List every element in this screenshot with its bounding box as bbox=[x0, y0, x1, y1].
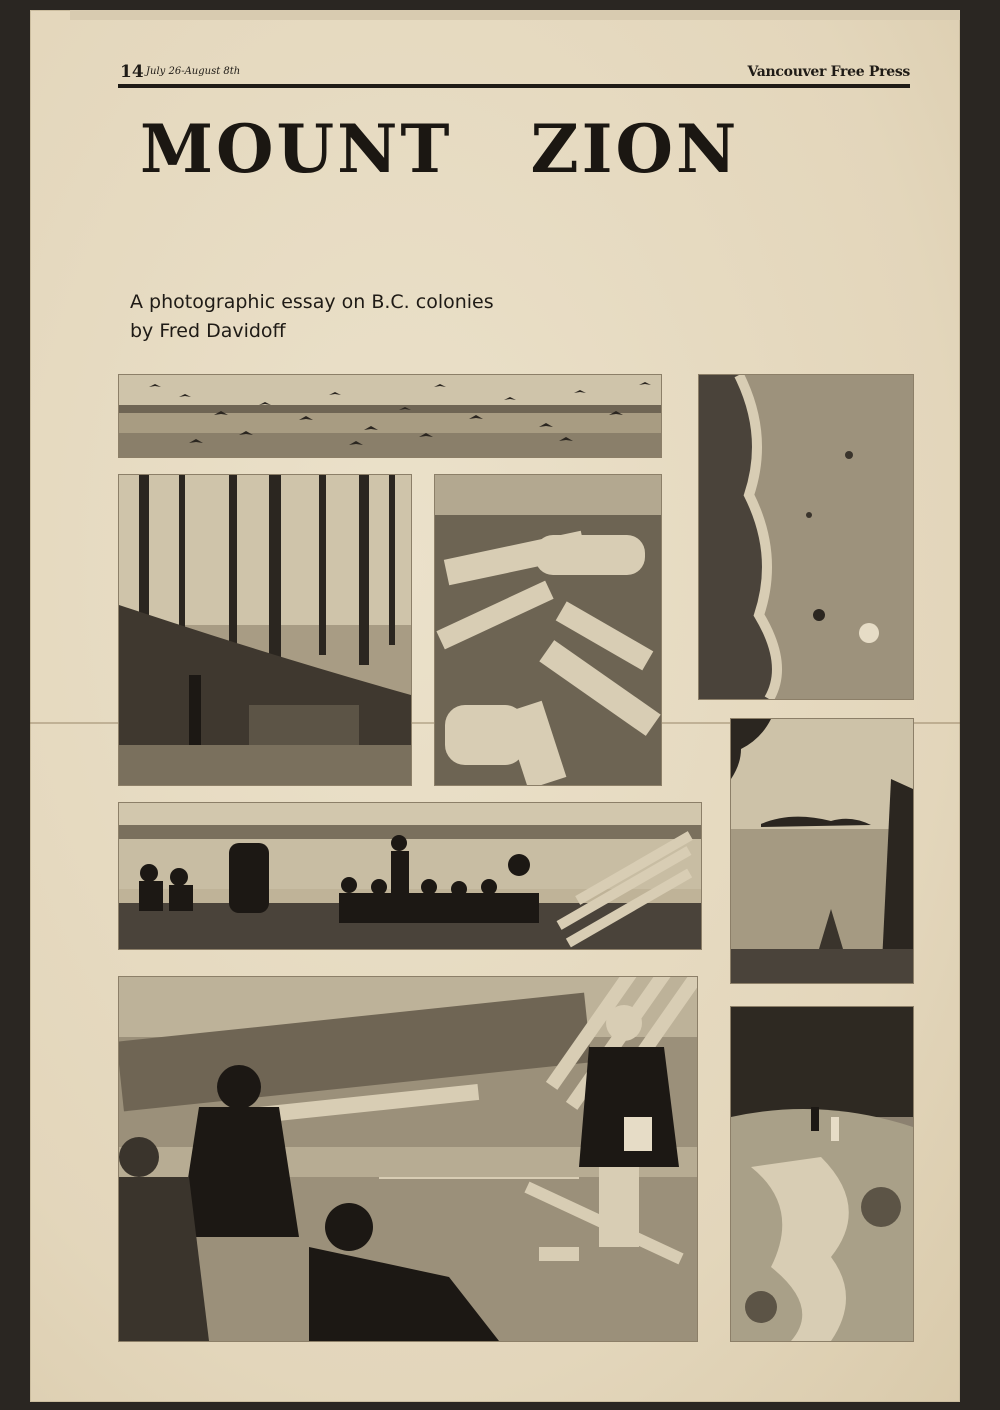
photo-driftwood-logs bbox=[434, 474, 662, 786]
header-rule bbox=[118, 84, 910, 88]
photo-campfire-cooking bbox=[118, 976, 698, 1342]
byline: by Fred Davidoff bbox=[130, 320, 286, 342]
page-fold-strip bbox=[70, 10, 960, 20]
photo-island-view bbox=[730, 718, 914, 984]
article-subtitle bbox=[130, 288, 730, 346]
page-header bbox=[118, 62, 910, 92]
article-title: MOUNT ZION bbox=[140, 110, 740, 188]
issue-date: July 26-August 8th bbox=[146, 66, 241, 77]
paper-name: Vancouver Free Press bbox=[747, 64, 910, 80]
photo-shoreline-waves bbox=[698, 374, 914, 700]
page-number: 14 bbox=[120, 62, 144, 82]
photo-rocky-creek bbox=[730, 1006, 914, 1342]
photo-group-on-beach bbox=[118, 802, 702, 950]
photo-seagulls-beach bbox=[118, 374, 662, 458]
subtitle-line: A photographic essay on B.C. colonies bbox=[130, 291, 494, 313]
newspaper-page bbox=[30, 10, 960, 1402]
photo-forest-camp bbox=[118, 474, 412, 786]
